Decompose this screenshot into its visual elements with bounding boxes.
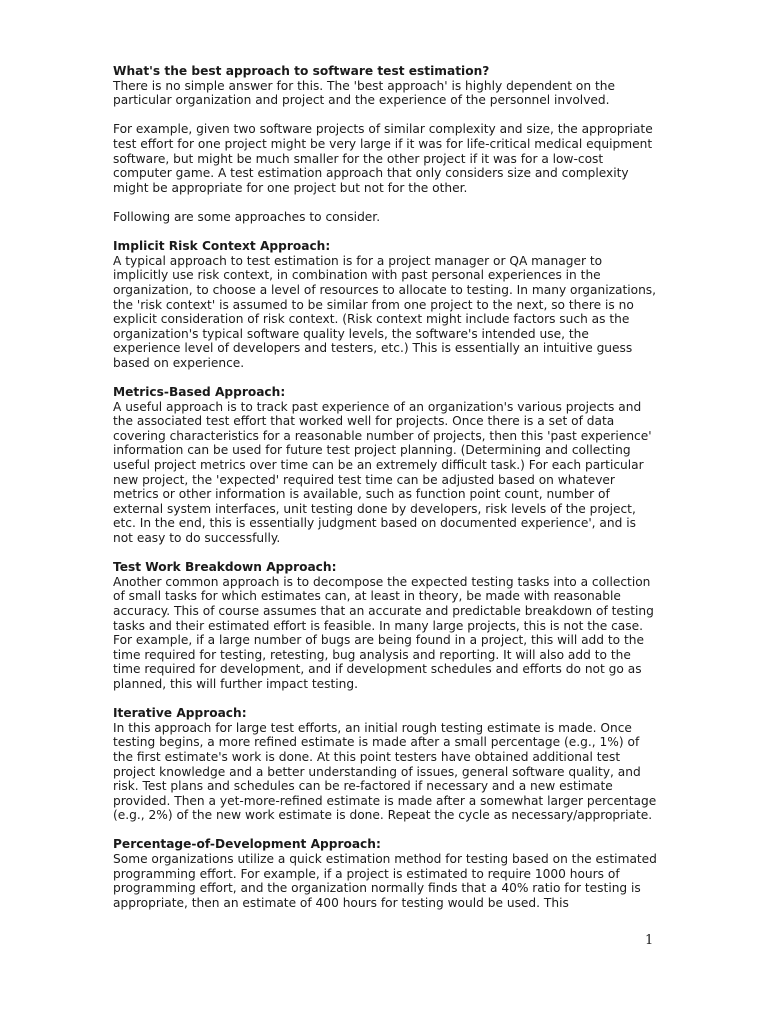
section-body: A useful approach is to track past experience of an organization's various projects and the associated test effort that worked well for projects. Once there is a set of data covering characteristics for a reasonable number of projects, then this 'past experience' information can be used for future test project planning. (Determining and collecting useful project metrics over time can be an extremely difficult task.) For each particular new project, the 'expected' required test time can be adjusted based on whatever metrics or other information is available, such as function point count, number of external system interfaces, unit testing done by developers, risk levels of the project, etc. In the end, this is essentially judgment based on documented experience', and is not easy to do successfully. xyxy=(113,399,652,545)
section-heading: Metrics-Based Approach: xyxy=(113,385,286,400)
section-percentage-of-development xyxy=(113,837,658,910)
section-iterative xyxy=(113,706,658,823)
section-heading: Implicit Risk Context Approach: xyxy=(113,239,331,254)
intro-paragraph-1: There is no simple answer for this. The 'best approach' is highly dependent on the particular organization and project and the experience of the personnel involved. xyxy=(113,78,615,108)
section-body: In this approach for large test efforts, an initial rough testing estimate is made. Once testing begins, a more refined estimate is made after a small percentage (e.g., 1%) of the first estimate's work is done. At this point testers have obtained additional test project knowledge and a better understanding of issues, general software quality, and risk. Test plans and schedules can be re-factored if necessary and a new estimate provided. Then a yet-more-refined estimate is made after a somewhat larger percentage (e.g., 2%) of the new work estimate is done. Repeat the cycle as necessary/appropriate. xyxy=(113,720,657,823)
document-page xyxy=(113,64,658,925)
section-body: Some organizations utilize a quick estimation method for testing based on the estimated programming effort. For example, if a project is estimated to require 1000 hours of programming effort, and the organization normally finds that a 40% ratio for testing is appropriate, then an estimate of 400 hours for testing would be used. This xyxy=(113,852,657,910)
section-body: Another common approach is to decompose the expected testing tasks into a collection of small tasks for which estimates can, at least in theory, be made with reasonable accuracy. This of course assumes that an accurate and predictable breakdown of testing tasks and their estimated effort is feasible. In many large projects, this is not the case. For example, if a large number of bugs are being found in a project, this will add to the time required for testing, retesting, bug analysis and reporting. It will also add to the time required for development, and if development schedules and efforts do not go as planned, this will further impact testing. xyxy=(113,574,654,691)
section-heading: Test Work Breakdown Approach: xyxy=(113,560,337,575)
section-body: A typical approach to test estimation is for a project manager or QA manager to implicitly use risk context, in combination with past personal experiences in the organization, to choose a level of resources to allocate to testing. In many organizations, the 'risk context' is assumed to be similar from one project to the next, so there is no explicit consideration of risk context. (Risk context might include factors such as the organization's typical software quality levels, the software's intended use, the experience level of developers and testers, etc.) This is essentially an intuitive guess based on experience. xyxy=(113,253,657,370)
intro-section xyxy=(113,64,658,225)
section-metrics-based xyxy=(113,385,658,546)
intro-paragraph-3: Following are some approaches to consider. xyxy=(113,209,381,224)
section-implicit-risk xyxy=(113,239,658,370)
section-work-breakdown xyxy=(113,560,658,691)
section-heading: Iterative Approach: xyxy=(113,706,247,721)
page-number: 1 xyxy=(645,933,654,948)
document-title: What's the best approach to software test estimation? xyxy=(113,64,490,78)
intro-paragraph-2: For example, given two software projects of similar complexity and size, the appropriate test effort for one project might be very large if it was for life-critical medical equipment software, but might be much smaller for the other project if it was for a low-cost computer game. A test estimation approach that only considers size and complexity might be appropriate for one project but not for the other. xyxy=(113,122,653,195)
section-heading: Percentage-of-Development Approach: xyxy=(113,837,381,852)
